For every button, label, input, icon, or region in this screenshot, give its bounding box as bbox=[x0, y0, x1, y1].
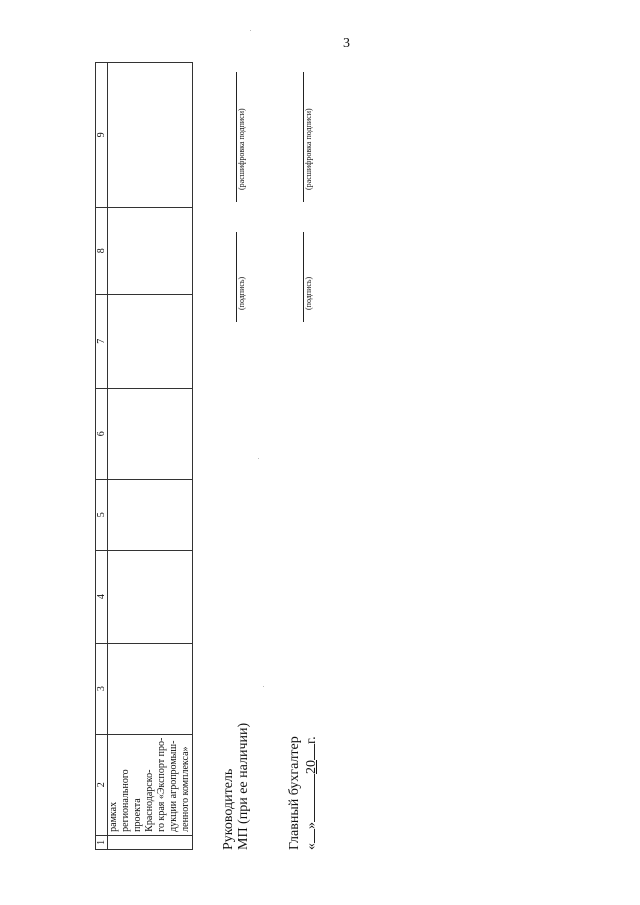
accountant-decoding-caption: (расшифровка подписи) bbox=[304, 108, 313, 190]
head-label: Руководитель bbox=[221, 768, 236, 850]
date-day-blank bbox=[302, 829, 315, 843]
date-month-blank bbox=[302, 774, 315, 822]
table-cell-project-name: рамках регионального проекта Краснодарско- го края «Экспорт про- дукции агропромыш- ленного комплекса» bbox=[108, 734, 193, 835]
scan-speck bbox=[263, 686, 264, 687]
form-table bbox=[95, 62, 193, 850]
stamp-label: МП (при ее наличии) bbox=[236, 722, 251, 850]
column-number: 6 bbox=[96, 388, 108, 479]
table-cell bbox=[108, 643, 193, 734]
column-number: 1 bbox=[96, 835, 108, 849]
date-open-quote: « bbox=[304, 843, 319, 850]
table-cell bbox=[108, 207, 193, 294]
table-header-row bbox=[96, 63, 108, 850]
table-row bbox=[108, 63, 193, 850]
date-line bbox=[302, 736, 319, 850]
table-cell bbox=[108, 835, 193, 849]
accountant-label: Главный бухгалтер bbox=[287, 736, 302, 850]
date-year-blank bbox=[302, 744, 315, 760]
date-century: 20 bbox=[304, 760, 319, 774]
accountant-signature-caption: (подпись) bbox=[304, 276, 313, 310]
column-number: 2 bbox=[96, 734, 108, 835]
table-cell bbox=[108, 294, 193, 388]
table-cell bbox=[108, 63, 193, 208]
column-number: 9 bbox=[96, 63, 108, 208]
scan-speck bbox=[250, 30, 251, 31]
column-number: 7 bbox=[96, 294, 108, 388]
table-cell bbox=[108, 550, 193, 643]
table-cell bbox=[108, 388, 193, 479]
date-close-quote: » bbox=[304, 822, 319, 829]
date-year-suffix: г. bbox=[304, 736, 319, 744]
rotated-content bbox=[95, 60, 355, 850]
head-decoding-caption: (расшифровка подписи) bbox=[237, 108, 246, 190]
page-number: 3 bbox=[343, 36, 350, 51]
column-number: 3 bbox=[96, 643, 108, 734]
scan-speck bbox=[258, 458, 259, 459]
column-number: 5 bbox=[96, 479, 108, 550]
column-number: 4 bbox=[96, 550, 108, 643]
head-signature-caption: (подпись) bbox=[237, 276, 246, 310]
table-cell bbox=[108, 479, 193, 550]
column-number: 8 bbox=[96, 207, 108, 294]
